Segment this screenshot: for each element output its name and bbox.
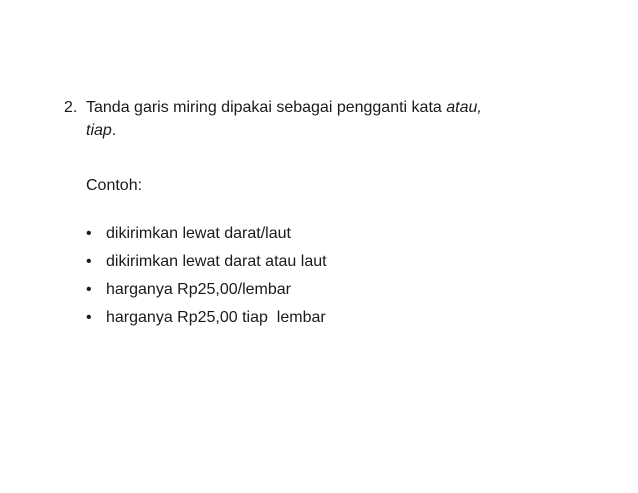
bullet-icon: • [86, 309, 92, 326]
list-item [86, 278, 584, 301]
point-period: . [111, 122, 117, 139]
italic-word-atau: atau, [446, 99, 482, 116]
slide-content [64, 96, 584, 334]
list-item [86, 222, 584, 245]
point-text: Tanda garis miring dipakai sebagai pengganti kata [86, 99, 447, 116]
example-text: harganya Rp25,00/lembar [106, 281, 292, 298]
list-item [86, 306, 584, 329]
example-text: harganya Rp25,00 tiap lembar [106, 309, 326, 326]
example-label: Contoh: [86, 177, 143, 194]
example-text: dikirimkan lewat darat atau laut [106, 253, 327, 270]
list-item [86, 250, 584, 273]
bullet-icon: • [86, 281, 92, 298]
numbered-point [64, 96, 584, 142]
bullet-icon: • [86, 253, 92, 270]
bullet-icon: • [86, 225, 92, 242]
italic-word-tiap: tiap [86, 122, 112, 139]
example-text: dikirimkan lewat darat/laut [106, 225, 291, 242]
point-number: 2. [64, 99, 78, 116]
example-list [86, 222, 584, 329]
